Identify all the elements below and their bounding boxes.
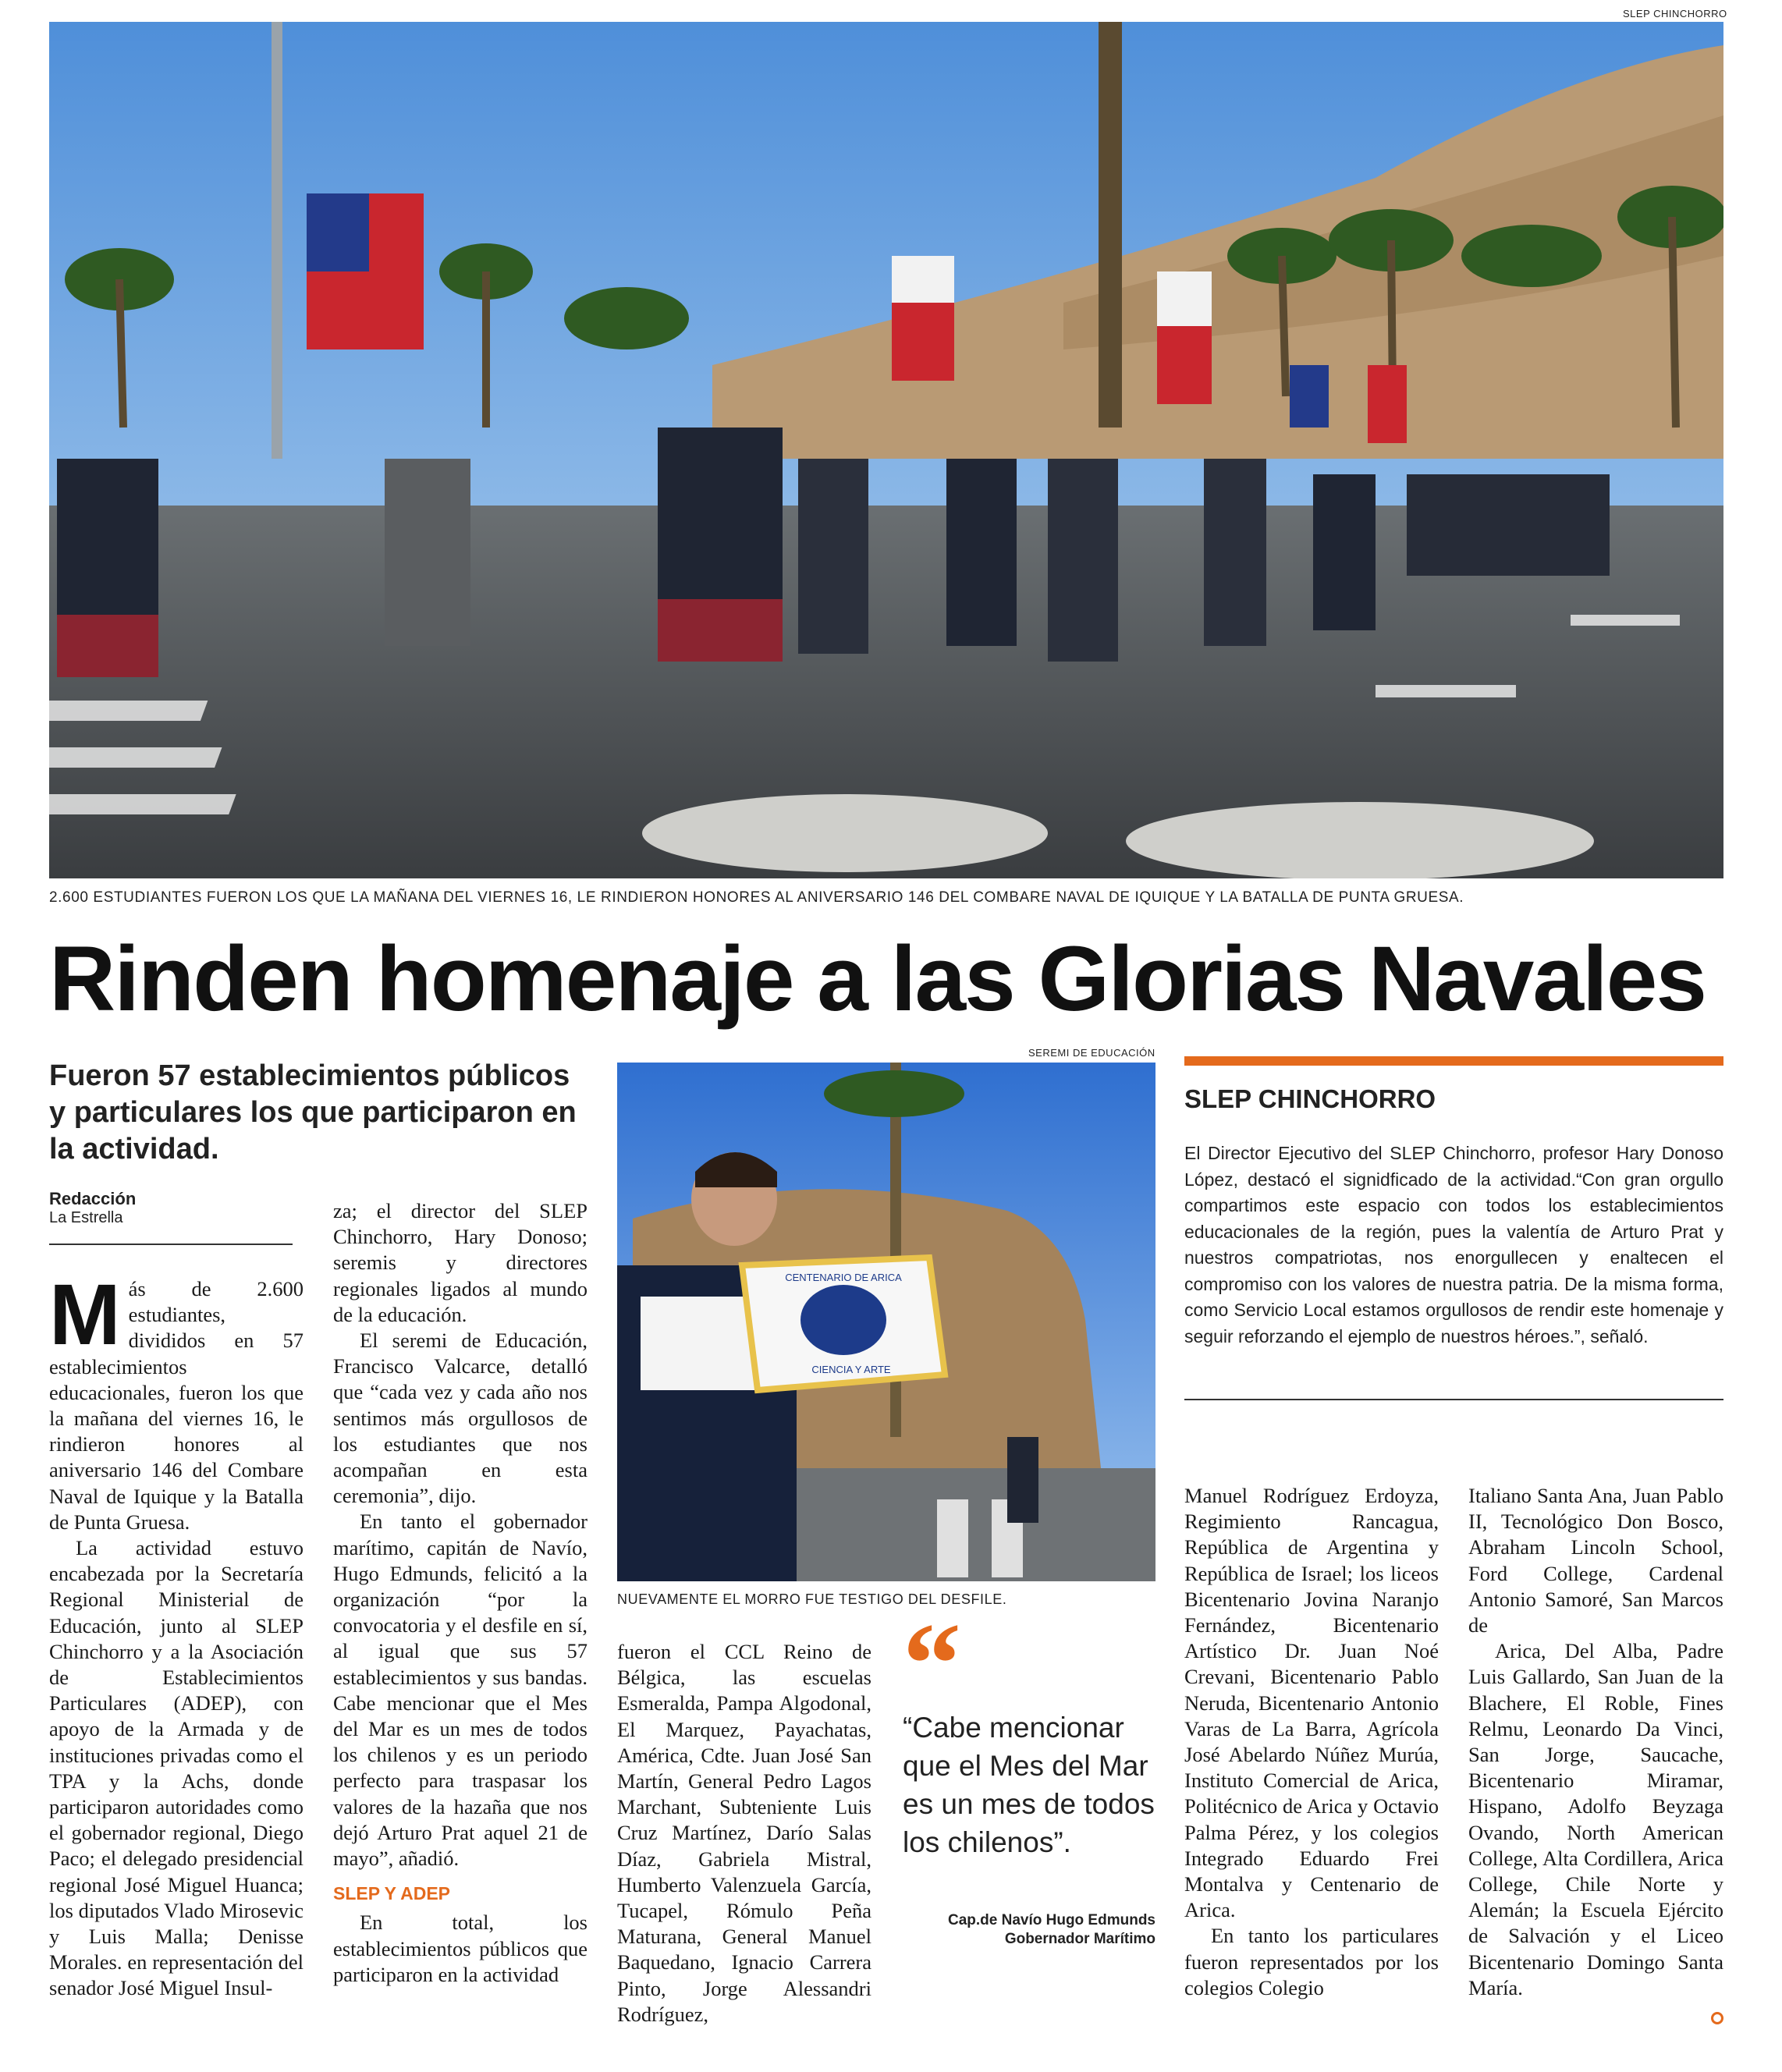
article-column-1 bbox=[49, 1267, 304, 2002]
article-column-6 bbox=[1468, 1483, 1723, 2001]
sidebar-divider bbox=[1184, 1399, 1723, 1400]
article-paragraph: En tanto el gobernador marítimo, capitán de Navío, Hugo Edmunds, felicitó a la organización “por la convocatoria y el desfile en sí, al igual que sus 57 establecimientos y sus bandas. Cabe mencionar que el Mes del Mar es un mes de todos los chilenos y es un periodo perfecto para traspasar los valores de la hazaña que nos dejó Arturo Prat aquel 21 de mayo”, añadió. bbox=[333, 1510, 587, 1871]
banner-top-text: CENTENARIO DE ARICA bbox=[785, 1272, 902, 1283]
middle-photo bbox=[617, 1063, 1155, 1581]
article-paragraph: Italiano Santa Ana, Juan Pablo II, Tecnológico Don Bosco, Abraham Lincoln School, Ford College, Cardenal Antonio Samoré, San Marcos de bbox=[1468, 1484, 1723, 1637]
byline-author: Redacción bbox=[49, 1189, 137, 1208]
article-paragraph: Arica, Del Alba, Padre Luis Gallardo, San Juan de la Blachere, El Roble, Fines Relmu, Leonardo Da Vinci, San Jorge, Saucache, Bicentenario Miramar, Hispano, Adolfo Beyzaga Ovando, North American College, Alta Cordillera, Arica College, Chile Norte y Alemán; la Escuela Ejército de Salvación y el Liceo Bicentenario Domingo Santa María. bbox=[1468, 1639, 1723, 1999]
pull-quote bbox=[903, 1599, 1155, 1949]
banner-bottom-text: CIENCIA Y ARTE bbox=[811, 1364, 891, 1375]
byline-divider bbox=[49, 1244, 293, 1245]
sidebar-title: SLEP CHINCHORRO bbox=[1184, 1084, 1436, 1113]
middle-photo-caption: NUEVAMENTE EL MORRO FUE TESTIGO DEL DESFILE. bbox=[617, 1591, 1007, 1607]
byline-publication: La Estrella bbox=[49, 1209, 123, 1226]
quote-text: “Cabe mencionar que el Mes del Mar es un mes de todos los chilenos”. bbox=[903, 1712, 1155, 1858]
quote-mark: “ bbox=[903, 1599, 961, 1729]
middle-photo-credit: SEREMI DE EDUCACIÓN bbox=[1028, 1047, 1155, 1059]
quote-attribution-title: Gobernador Marítimo bbox=[1004, 1931, 1155, 1947]
top-photo bbox=[49, 22, 1723, 878]
article-paragraph: za; el director del SLEP Chinchorro, Hary Donoso; seremis y directores regionales ligados al mundo de la educación. bbox=[333, 1199, 587, 1326]
quote-attribution-name: Cap.de Navío Hugo Edmunds bbox=[947, 1912, 1155, 1928]
drop-cap: M bbox=[49, 1267, 121, 1363]
sidebar-accent-bar bbox=[1184, 1056, 1723, 1066]
article-paragraph: Manuel Rodríguez Erdoyza, Regimiento Rancagua, República de Argentina y República de Israel; los liceos Bicentenario Jovina Naranjo Fernández, Bicentenario Artístico Dr. Juan Noé Crevani, Bicentenario Pablo Neruda, Bicentenario Antonio Varas de La Barra, Agrícola José Abelardo Núñez Murúa, Instituto Comercial de Arica, Politécnico de Arica y Octavio Palma Pérez, y los colegios Integrado Eduardo Frei Montalva y Centenario de Arica. bbox=[1184, 1484, 1439, 1922]
article-paragraph: En tanto los particulares fueron representados por los colegios Colegio bbox=[1184, 1924, 1439, 1999]
parade-photo-illustration bbox=[49, 22, 1723, 878]
sidebar-text: El Director Ejecutivo del SLEP Chinchorro, profesor Hary Donoso López, destacó el signidficado de la actividad.“Con gran orgullo compartimos este espacio con todos los establecimientos educacionales de la región, pues la valentía de Arturo Prat y nuestros compatriotas, nos enorgullecen y enaltecen el compromiso con los valores de nuestra patria. De la misma forma, como Servicio Local estamos orgullosos de rendir este homenaje y seguir reforzando el ejemplo de nuestros héroes.”, señaló. bbox=[1184, 1143, 1723, 1346]
headline: Rinden homenaje a las Glorias Navales bbox=[49, 928, 1706, 1031]
article-paragraph: ás de 2.600 estudiantes, divididos en 57 establecimientos educacionales, fueron los que la mañana del viernes 16, le rindieron honores al aniversario 146 del Combare Naval de Iquique y la Batalla de Punta Gruesa. bbox=[49, 1277, 304, 1534]
article-paragraph: fueron el CCL Reino de Bélgica, las escuelas Esmeralda, Pampa Algodonal, El Marquez, Payachatas, América, Cdte. Juan José San Martín, General Pedro Lagos Marchant, Subteniente Luis Cruz Martínez, Darío Salas Díaz, Gabriela Mistral, Humberto Valenzuela García, Tucapel, Rómulo Peña Maturana, General Manuel Baquedano, Ignacio Carrera Pinto, Jorge Alessandri Rodríguez, bbox=[617, 1640, 871, 2026]
top-photo-caption: 2.600 ESTUDIANTES FUERON LOS QUE LA MAÑANA DEL VIERNES 16, LE RINDIERON HONORES AL ANIVERSARIO 146 DEL COMBARE NAVAL DE IQUIQUE Y LA BATALLA DE PUNTA GRUESA. bbox=[49, 889, 1464, 906]
article-paragraph: El seremi de Educación, Francisco Valcarce, detalló que “cada vez y cada año nos sentimos más orgullosos de los estudiantes que nos acompañan en esta ceremonia”, dijo. bbox=[333, 1329, 587, 1508]
byline bbox=[49, 1189, 136, 1227]
end-mark-icon bbox=[1711, 2012, 1723, 2024]
article-column-3 bbox=[617, 1639, 871, 2028]
section-heading: SLEP Y ADEP bbox=[333, 1883, 450, 1904]
article-paragraph: En total, los establecimientos públicos que participaron en la actividad bbox=[333, 1911, 587, 1986]
article-column-2 bbox=[333, 1198, 587, 1988]
article-column-5 bbox=[1184, 1483, 1439, 2001]
article-paragraph: La actividad estuvo encabezada por la Secretaría Regional Ministerial de Educación, junto al SLEP Chinchorro y a la Asociación de Establecimientos Particulares (ADEP), con apoyo de la Armada y de instituciones privadas como el TPA y la Achs, donde participaron autoridades como el gobernador regional, Diego Paco; el delegado presidencial regional José Miguel Huanca; los diputados Vlado Mirosevic y Luis Malla; Denisse Morales. en representación del senador José Miguel Insul- bbox=[49, 1536, 304, 2000]
subhead: Fueron 57 establecimientos públicos y particulares los que participaron en la actividad. bbox=[49, 1059, 577, 1166]
band-photo-illustration bbox=[617, 1063, 1155, 1581]
top-photo-credit: SLEP CHINCHORRO bbox=[1623, 8, 1727, 20]
